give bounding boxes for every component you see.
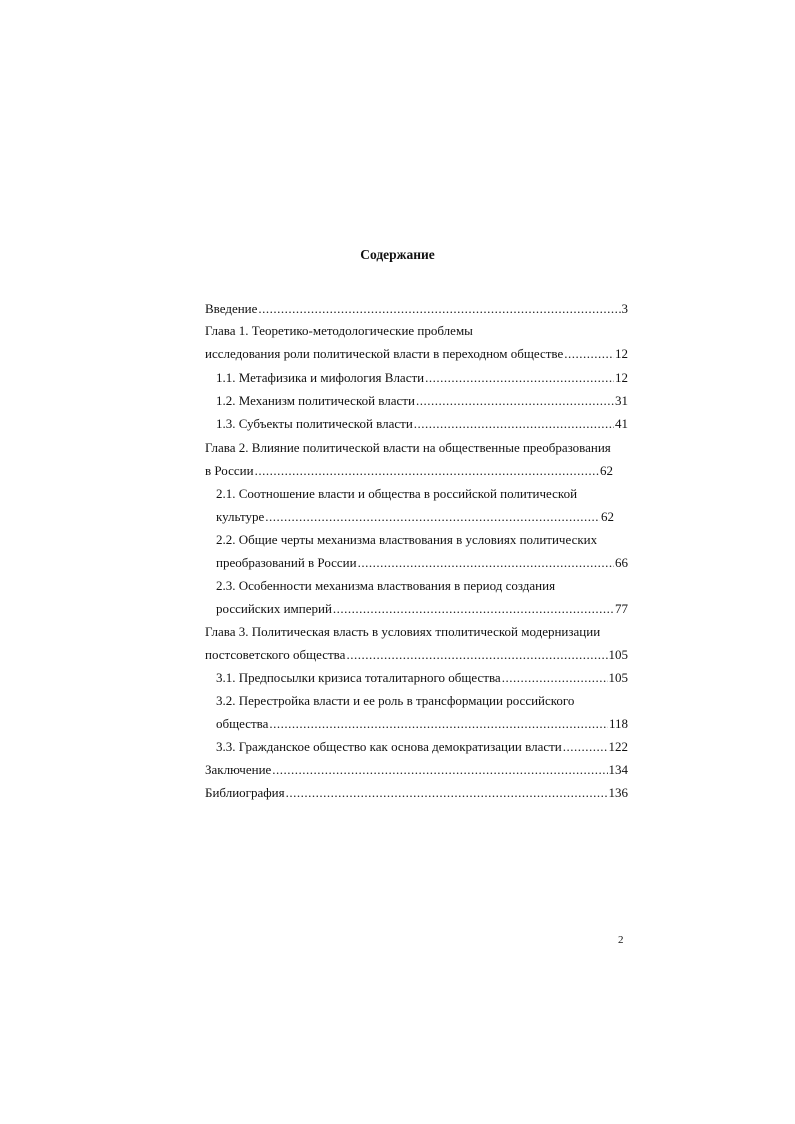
toc-entry-text: общества (216, 716, 269, 731)
toc-entry (216, 415, 628, 433)
toc-entry (216, 369, 628, 387)
toc-entry-text: культуре (216, 509, 265, 524)
toc-entry-text: Глава 3. Политическая власть в условиях тполитической модернизации (205, 624, 601, 639)
toc-leader (255, 462, 599, 480)
toc-entry-text: Введение (205, 301, 258, 316)
toc-entry-text: постсоветского общества (205, 647, 346, 662)
toc-entry-page: 62 (600, 463, 613, 478)
toc-entry-page: 105 (608, 670, 628, 685)
toc-entry-page: 3 (621, 301, 628, 316)
toc-entry (216, 692, 574, 710)
toc-leader (269, 715, 608, 733)
toc-entry (216, 715, 628, 733)
toc-entry-text: исследования роли политической власти в переходном обществе (205, 346, 564, 361)
page-title: Содержание (360, 247, 435, 262)
toc-entry-text: 3.1. Предпосылки кризиса тоталитарного общества (216, 670, 501, 685)
toc-leader (258, 300, 620, 318)
page-number: 2 (618, 934, 624, 946)
toc-entry (205, 784, 628, 802)
toc-entry (205, 646, 628, 664)
toc-entry-text: 3.3. Гражданское общество как основа демократизации власти (216, 739, 562, 754)
toc-leader (358, 554, 614, 572)
toc-leader (272, 761, 607, 779)
toc-leader (564, 345, 614, 363)
toc-entry (205, 462, 613, 480)
toc-entry-text: 1.2. Механизм политической власти (216, 393, 415, 408)
toc-entry-text: в России (205, 463, 254, 478)
toc-leader (502, 669, 608, 687)
toc-entry-text: 2.1. Соотношение власти и общества в российской политической (216, 486, 578, 501)
toc-leader (286, 784, 608, 802)
toc-entry (216, 577, 555, 595)
toc-entry-text: 2.3. Особенности механизма властвования в период создания (216, 578, 556, 593)
toc-entry (216, 600, 628, 618)
toc-entry (216, 669, 628, 687)
toc-entry (216, 392, 628, 410)
toc-entry-page: 136 (608, 785, 628, 800)
toc-leader (563, 738, 608, 756)
toc-entry-page: 66 (615, 555, 628, 570)
toc-entry-text: преобразований в России (216, 555, 357, 570)
toc-entry-text: 2.2. Общие черты механизма властвования в условиях политических (216, 532, 598, 547)
toc-entry-page: 105 (608, 647, 628, 662)
toc-leader (425, 369, 614, 387)
toc-leader (265, 508, 600, 526)
toc-entry-page: 62 (601, 509, 614, 524)
toc-entry (216, 531, 597, 549)
toc-entry-text: российских империй (216, 601, 332, 616)
toc-entry-page: 12 (615, 370, 628, 385)
toc-entry (205, 623, 600, 641)
toc-leader (414, 415, 614, 433)
toc-entry-text: Заключение (205, 762, 272, 777)
toc-entry-text: Глава 1. Теоретико-методологические проблемы (205, 323, 473, 338)
toc-entry-page: 122 (608, 739, 628, 754)
toc-entry (205, 761, 628, 779)
toc-entry-page: 41 (615, 416, 628, 431)
toc-entry-page: 77 (615, 601, 628, 616)
toc-entry (216, 738, 628, 756)
toc-entry (205, 345, 628, 363)
toc-entry-page: 31 (615, 393, 628, 408)
toc-leader (346, 646, 607, 664)
toc-entry (205, 322, 473, 340)
toc-leader (416, 392, 614, 410)
toc-entry-page: 12 (615, 346, 628, 361)
toc-entry (205, 439, 611, 457)
toc-entry-text: 1.1. Метафизика и мифология Власти (216, 370, 425, 385)
toc-entry (216, 554, 628, 572)
toc-entry (216, 508, 614, 526)
toc-entry-page: 134 (608, 762, 628, 777)
toc-entry-text: 1.3. Субъекты политической власти (216, 416, 413, 431)
toc-entry-text: Библиография (205, 785, 285, 800)
toc-entry-text: Глава 2. Влияние политической власти на общественные преобразования (205, 440, 611, 455)
toc-entry-page: 118 (608, 716, 628, 731)
toc-entry (216, 485, 577, 503)
toc-leader (333, 600, 614, 618)
toc-entry (205, 300, 628, 318)
toc-entry-text: 3.2. Перестройка власти и ее роль в трансформации российского (216, 693, 575, 708)
